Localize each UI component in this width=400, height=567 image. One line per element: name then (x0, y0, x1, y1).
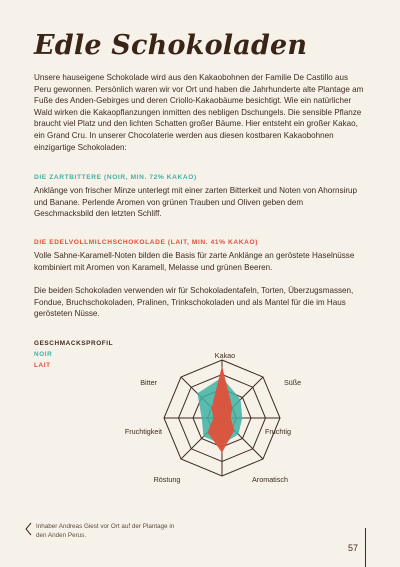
milk-chocolate-description: Volle Sahne-Karamell-Noten bilden die Basis für zarte Anklänge an geröstete Haselnüsse kombiniert mit Aromen von Karamell, Melasse und grünen Beeren. (34, 251, 355, 272)
radar-label-fruchtigkeit: Fruchtigkeit (124, 427, 162, 436)
legend-lait: LAIT (34, 362, 51, 369)
radar-label-fruchtig: Fruchtig (265, 427, 291, 436)
page-title: Edle Schokoladen (34, 30, 308, 61)
radar-label-bitter: Bitter (140, 378, 157, 387)
dark-chocolate-heading: DIE ZARTBITTERE (NOIR, MIN. 72% KAKAO) (34, 174, 197, 181)
radar-label-kakao: Kakao (214, 351, 236, 360)
photo-caption: Inhaber Andreas Giest vor Ort auf der Plantage in den Anden Perus. (36, 523, 175, 539)
page-number: 57 (348, 543, 359, 553)
usage-paragraph: Die beiden Schokoladen verwenden wir für Schokoladentafeln, Torten, Überzugsmassen, Fondue, Bruchschokoladen, Pralinen, Trinkschokoladen und als Mantel für die im Haus gerösteten Nüsse. (34, 286, 354, 319)
page-number-divider (365, 528, 366, 567)
radar-label-roestung: Röstung (153, 475, 181, 484)
legend-title: GESCHMACKSPROFIL (34, 340, 114, 347)
milk-chocolate-heading: DIE EDELVOLLMILCHSCHOKOLADE (LAIT, MIN. 41% KAKAO) (34, 239, 259, 246)
intro-paragraph: Unsere hauseigene Schokolade wird aus den Kakaobohnen der Familie De Castillo aus Peru gewonnen. Persönlich waren wir vor Ort und haben die Jahrhunderte alte Plantage am Fuße des Anden-Gebirges und deren Criollo-Kakaobäume besichtigt. Wie ein natürlicher Wald wirken die Kakaopflanzungen inmitten des nebligen Dschungels. Die sensible Pflanze braucht viel Platz und den lichten Schatten großer Bäume. Hier entsteht ein großer Kakao, ein Grand Cru. In unserer Chocolaterie werden aus diesen kostbaren Kakaobohnen einzigartige Schokoladen: (34, 73, 364, 152)
legend-noir: NOIR (34, 351, 53, 358)
radar-label-suesse: Süße (284, 378, 302, 387)
radar-label-aromatisch: Aromatisch (252, 475, 288, 484)
taste-profile-radar (0, 340, 400, 500)
dark-chocolate-description: Anklänge von frischer Minze unterlegt mit einer zarten Bitterkeit und Noten von Ahornsirup und Banane. Perlende Aromen von grünen Trauben und Oliven geben dem Geschmacksbild den letzten Schliff. (34, 186, 358, 219)
caption-arrow-icon (24, 522, 33, 536)
